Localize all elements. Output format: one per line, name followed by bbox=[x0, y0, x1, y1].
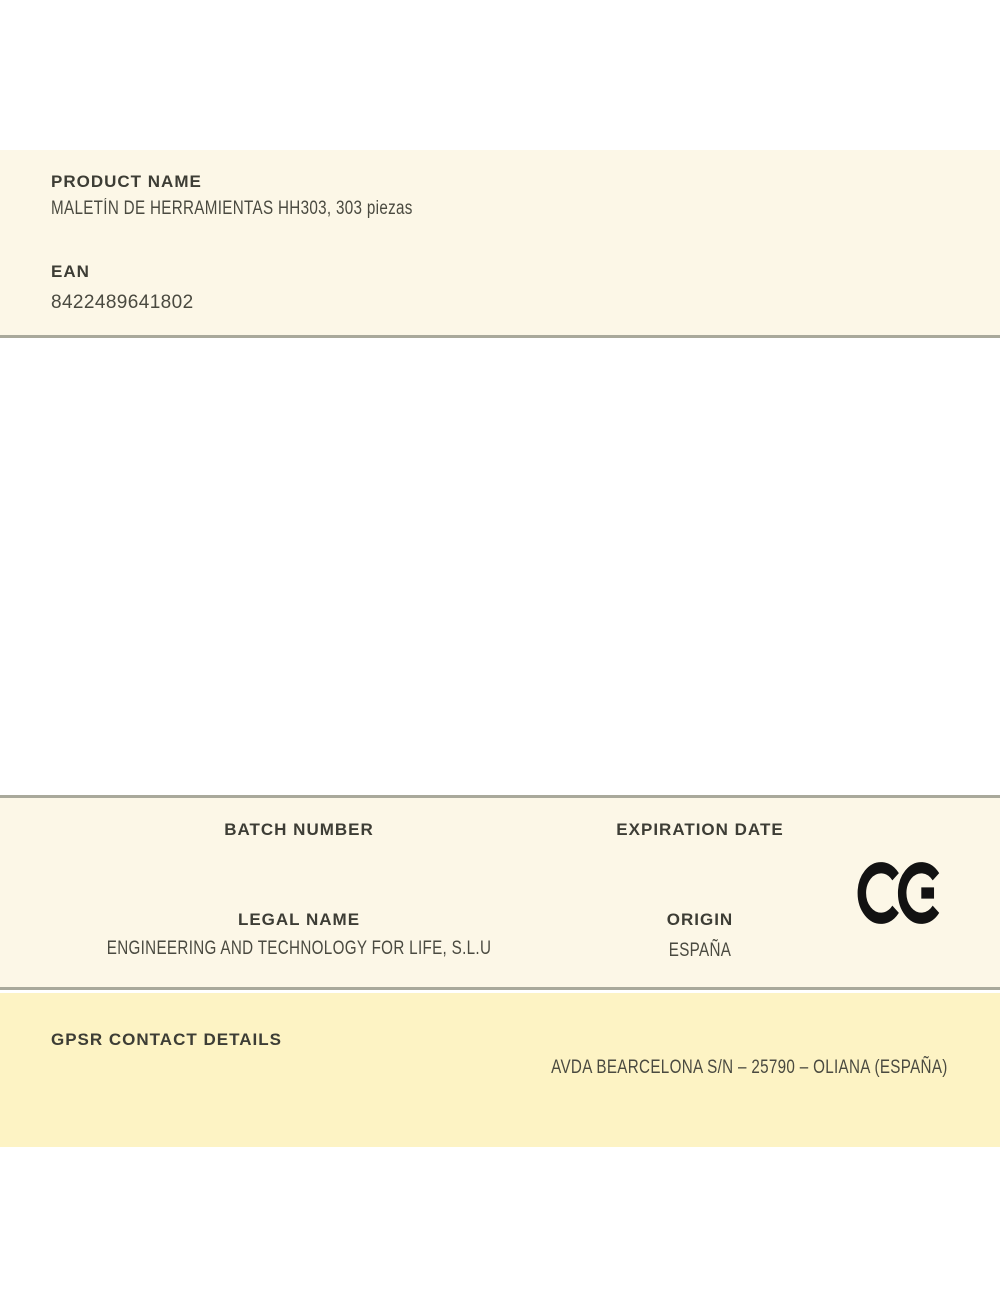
legal-name-label: LEGAL NAME bbox=[237, 910, 361, 929]
origin-label: ORIGIN bbox=[666, 910, 734, 929]
batch-number-label: BATCH NUMBER bbox=[224, 820, 374, 839]
ean-label: EAN bbox=[51, 262, 90, 281]
gpsr-contact-details-label: GPSR CONTACT DETAILS bbox=[51, 1030, 282, 1049]
product-name-value: MALETÍN DE HERRAMIENTAS HH303, 303 piezas bbox=[51, 198, 413, 219]
expiration-date-label: EXPIRATION DATE bbox=[616, 820, 784, 839]
origin-value: ESPAÑA bbox=[668, 940, 732, 961]
gpsr-address-value: AVDA BEARCELONA S/N – 25790 – OLIANA (ESPAÑA) bbox=[551, 1057, 948, 1078]
legal-name-value: ENGINEERING AND TECHNOLOGY FOR LIFE, S.L.U bbox=[106, 938, 492, 959]
product-section bbox=[0, 150, 1000, 338]
ean-value: 8422489641802 bbox=[51, 292, 194, 313]
details-section bbox=[0, 795, 1000, 990]
ce-certification-mark-icon bbox=[856, 860, 942, 926]
product-name-label: PRODUCT NAME bbox=[51, 172, 202, 191]
gpsr-section bbox=[0, 993, 1000, 1147]
